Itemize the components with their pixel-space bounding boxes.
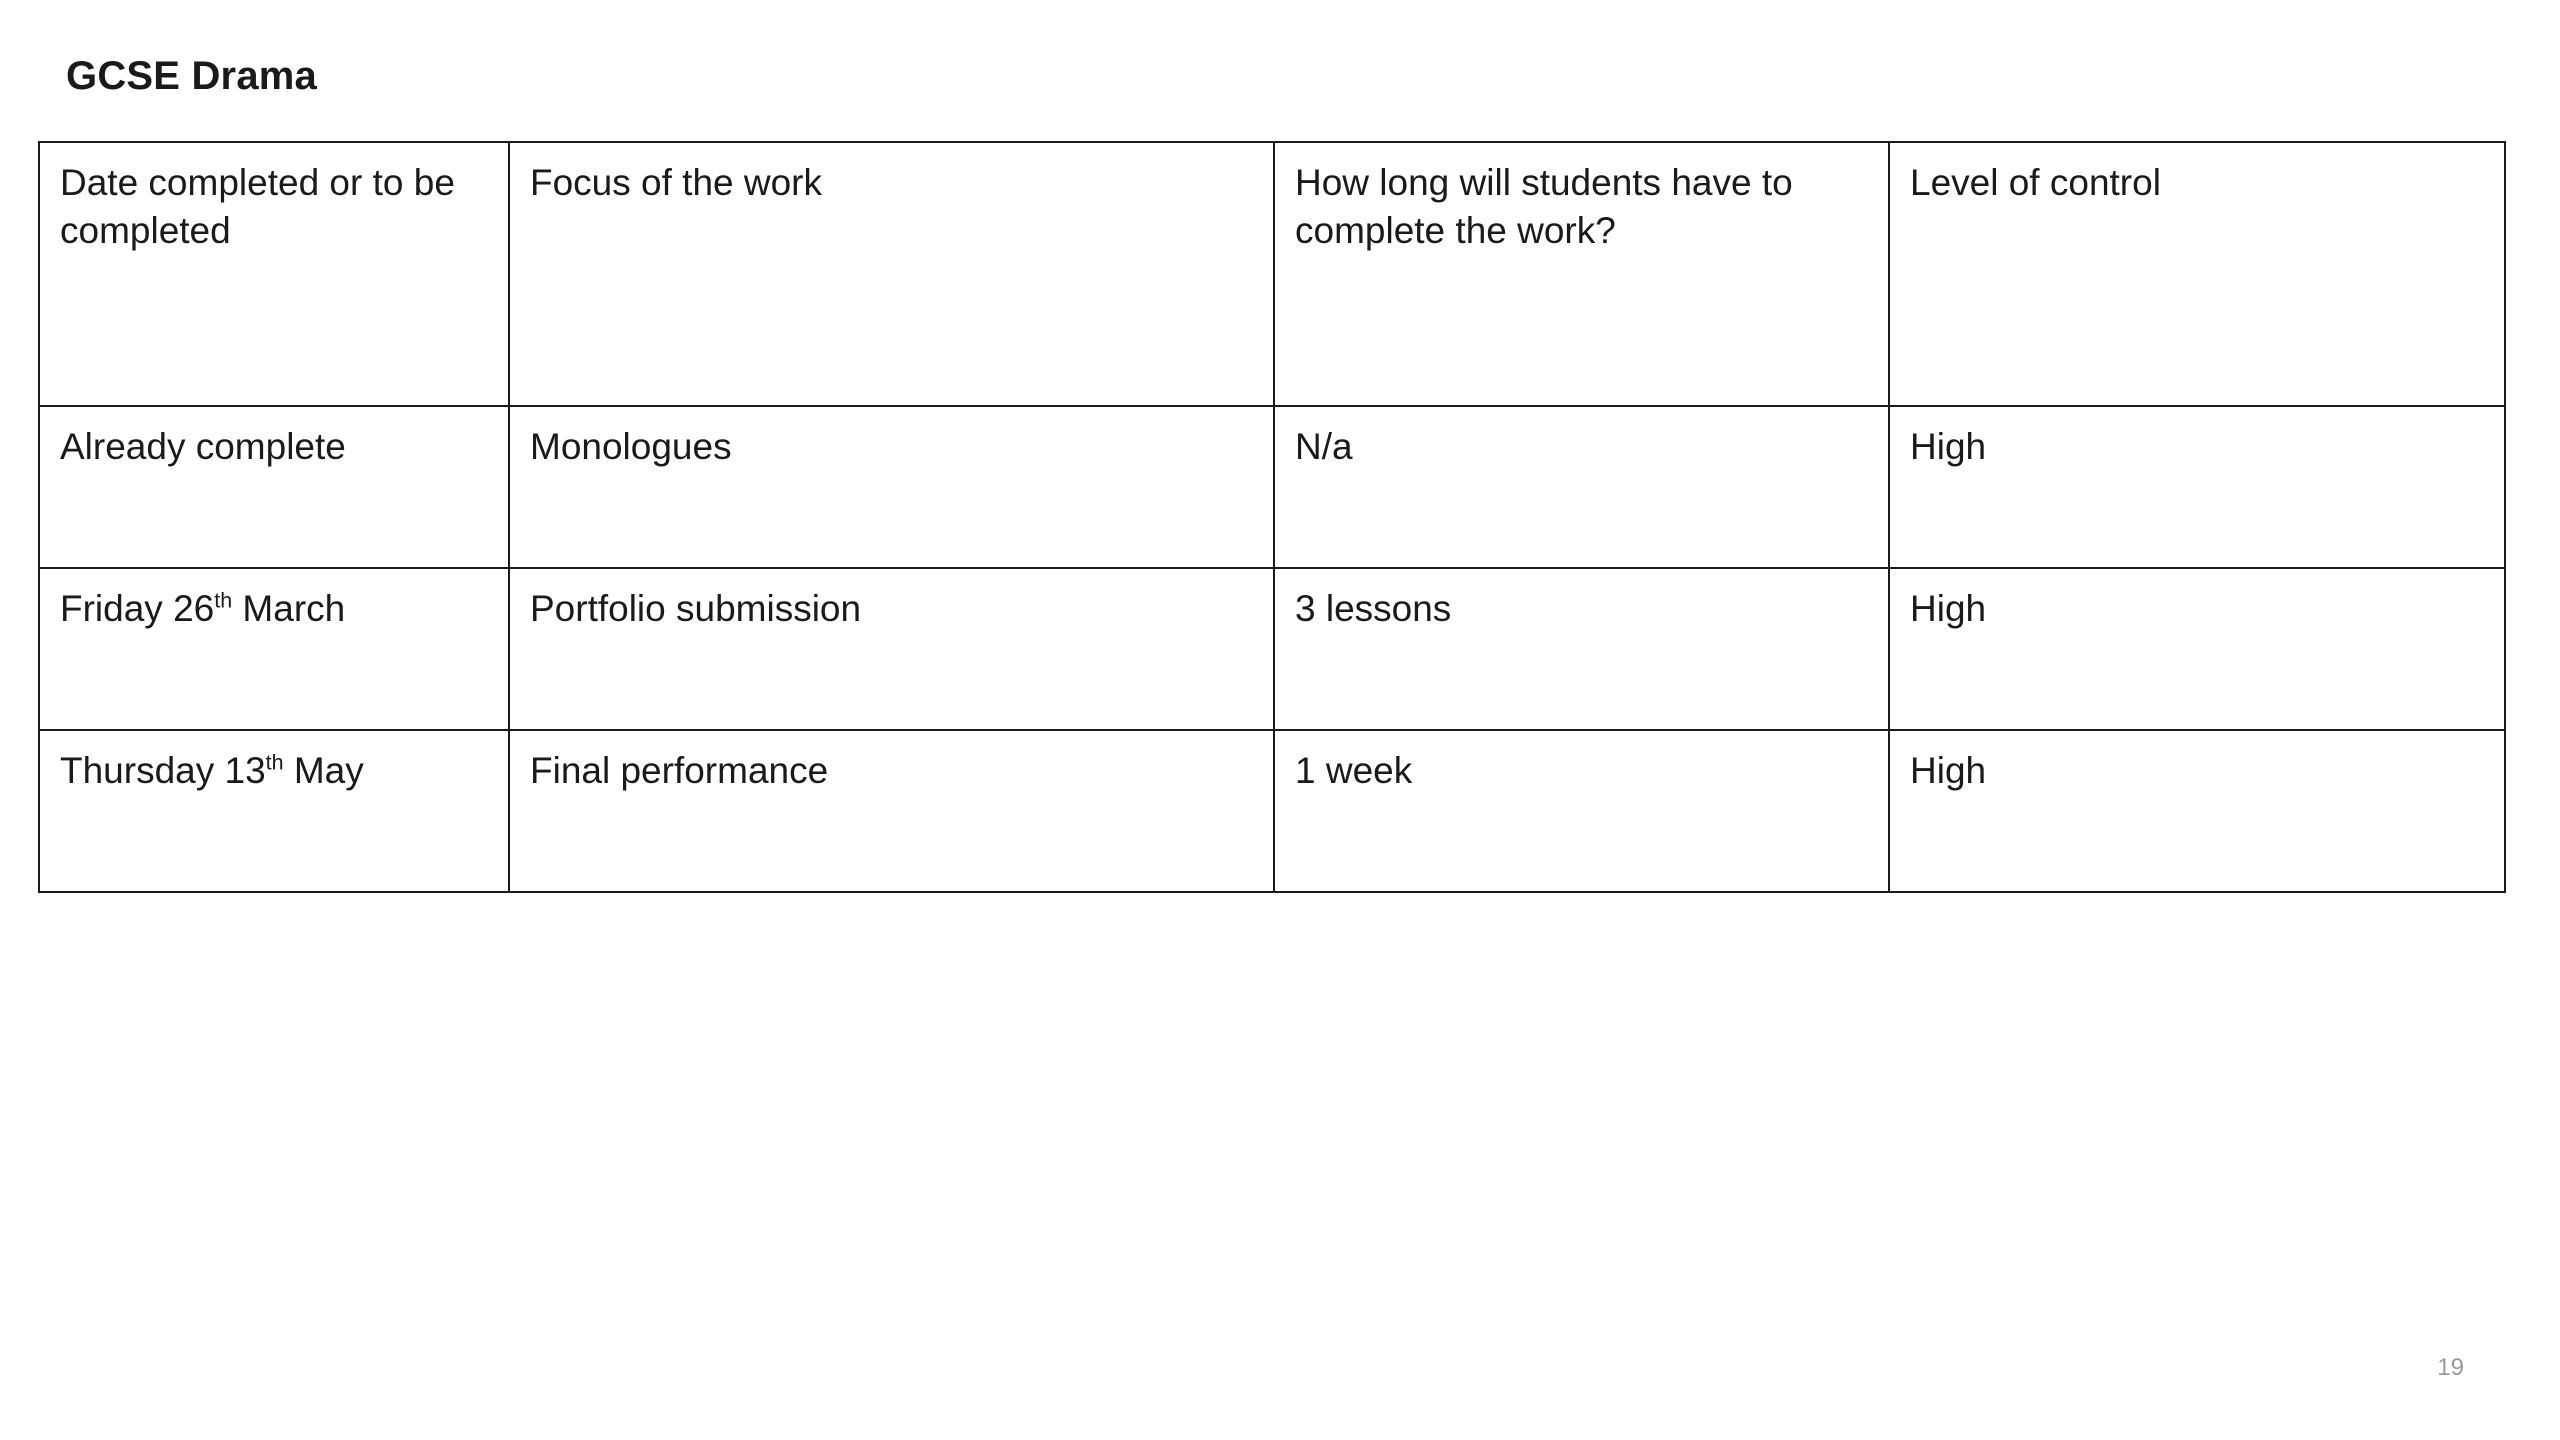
cell-duration: 1 week — [1274, 730, 1889, 892]
cell-date — [39, 406, 509, 568]
cell-duration: 3 lessons — [1274, 568, 1889, 730]
cell-duration: N/a — [1274, 406, 1889, 568]
cell-focus: Final performance — [509, 730, 1274, 892]
cell-date-text: Thursday 13 — [60, 750, 266, 791]
cell-date-month: March — [232, 588, 346, 629]
column-header-control: Level of control — [1889, 142, 2505, 406]
table-header — [39, 142, 2505, 406]
cell-date-ordinal: th — [265, 750, 284, 775]
cell-control: High — [1889, 568, 2505, 730]
column-header-focus: Focus of the work — [509, 142, 1274, 406]
cell-control: High — [1889, 406, 2505, 568]
schedule-table — [38, 141, 2506, 893]
column-header-duration: How long will students have to complete the work? — [1274, 142, 1889, 406]
page-number: 19 — [2437, 1354, 2464, 1381]
cell-control: High — [1889, 730, 2505, 892]
table-body — [39, 406, 2505, 892]
page-title: GCSE Drama — [66, 54, 317, 98]
table-row — [39, 406, 2505, 568]
cell-focus: Portfolio submission — [509, 568, 1274, 730]
cell-date-text: Friday 26 — [60, 588, 215, 629]
cell-date — [39, 730, 509, 892]
cell-date — [39, 568, 509, 730]
cell-focus: Monologues — [509, 406, 1274, 568]
cell-date-text: Already complete — [60, 426, 346, 467]
cell-date-month: May — [283, 750, 364, 791]
cell-date-ordinal: th — [214, 588, 233, 613]
table-row — [39, 730, 2505, 892]
table-row — [39, 568, 2505, 730]
schedule-table-container — [60, 141, 2500, 893]
column-header-date: Date completed or to be completed — [39, 142, 509, 406]
table-header-row — [39, 142, 2505, 406]
